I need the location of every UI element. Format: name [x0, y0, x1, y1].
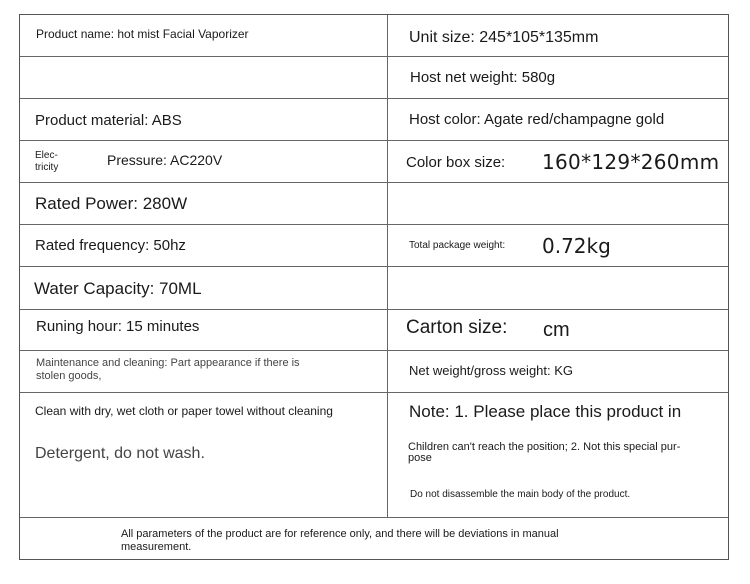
- running-hour-text: Runing hour: 15 minutes: [36, 318, 200, 335]
- spec-row-11: [20, 518, 728, 559]
- color-box-size-label: Color box size:: [406, 154, 506, 171]
- cell-disclaimer: [20, 518, 728, 559]
- cell-empty-right-7: [388, 267, 728, 309]
- spec-row-7: [20, 267, 728, 310]
- color-box-size-value: 160*129*260mm: [542, 150, 720, 174]
- product-name-text: Product name: hot mist Facial Vaporizer: [36, 27, 249, 41]
- cell-carton-size: [388, 310, 728, 350]
- unit-size-text: Unit size: 245*105*135mm: [409, 29, 599, 46]
- cell-maintenance: [20, 351, 388, 392]
- electricity-label-line1: Elec-: [35, 150, 58, 161]
- cell-rated-frequency: [20, 225, 388, 266]
- note-line2: Children can't reach the position; 2. Not this special pur-: [408, 441, 681, 453]
- rated-power-text: Rated Power: 280W: [35, 194, 188, 213]
- host-color-text: Host color: Agate red/champagne gold: [409, 111, 665, 128]
- host-net-weight-text: Host net weight: 580g: [410, 69, 556, 86]
- cell-total-package-weight: [388, 225, 728, 266]
- note-line1: Note: 1. Please place this product in: [409, 402, 682, 421]
- cleaning-line1: Clean with dry, wet cloth or paper towel without cleaning: [35, 404, 333, 418]
- cell-net-gross-weight: [388, 351, 728, 392]
- net-gross-weight-text: Net weight/gross weight: KG: [409, 363, 574, 378]
- cell-product-material: [20, 99, 388, 140]
- cell-note: [388, 393, 728, 517]
- spec-row-9: [20, 351, 728, 393]
- spec-row-2: [20, 57, 728, 99]
- carton-size-label: Carton size:: [406, 317, 508, 338]
- cell-running-hour: [20, 310, 388, 350]
- spec-row-10: [20, 393, 728, 518]
- maintenance-line1: Maintenance and cleaning: Part appearance if there is: [36, 357, 300, 369]
- total-package-weight-value: 0.72kg: [542, 234, 611, 258]
- cell-electricity-pressure: [20, 141, 388, 182]
- spec-row-3: [20, 99, 728, 141]
- maintenance-line2: stolen goods,: [36, 370, 102, 382]
- total-package-weight-label: Total package weight:: [409, 240, 506, 251]
- cell-product-name: [20, 15, 388, 56]
- spec-row-5: [20, 183, 728, 225]
- note-line4: Do not disassemble the main body of the product.: [410, 489, 631, 500]
- cell-rated-power: [20, 183, 388, 224]
- pressure-text: Pressure: AC220V: [107, 152, 223, 168]
- carton-size-unit: cm: [543, 319, 570, 341]
- spec-row-8: [20, 310, 728, 351]
- cell-color-box-size: [388, 141, 728, 182]
- cell-empty-right-5: [388, 183, 728, 224]
- cell-empty-left-2: [20, 57, 388, 98]
- cell-water-capacity: [20, 267, 388, 309]
- spec-table: [19, 14, 729, 560]
- cleaning-line2: Detergent, do not wash.: [35, 445, 205, 462]
- cell-unit-size: [388, 15, 728, 56]
- water-capacity-text: Water Capacity: 70ML: [34, 279, 202, 298]
- disclaimer-line1: All parameters of the product are for reference only, and there will be deviations in manual: [121, 528, 559, 540]
- note-line3: pose: [408, 452, 432, 464]
- product-material-text: Product material: ABS: [35, 112, 182, 129]
- cell-cleaning: [20, 393, 388, 517]
- spec-row-6: [20, 225, 728, 267]
- spec-row-4: [20, 141, 728, 183]
- cell-host-color: [388, 99, 728, 140]
- electricity-label-line2: tricity: [35, 162, 59, 173]
- rated-frequency-text: Rated frequency: 50hz: [35, 237, 186, 254]
- cell-host-net-weight: [388, 57, 728, 98]
- spec-row-1: [20, 15, 728, 57]
- disclaimer-line2: measurement.: [121, 541, 192, 553]
